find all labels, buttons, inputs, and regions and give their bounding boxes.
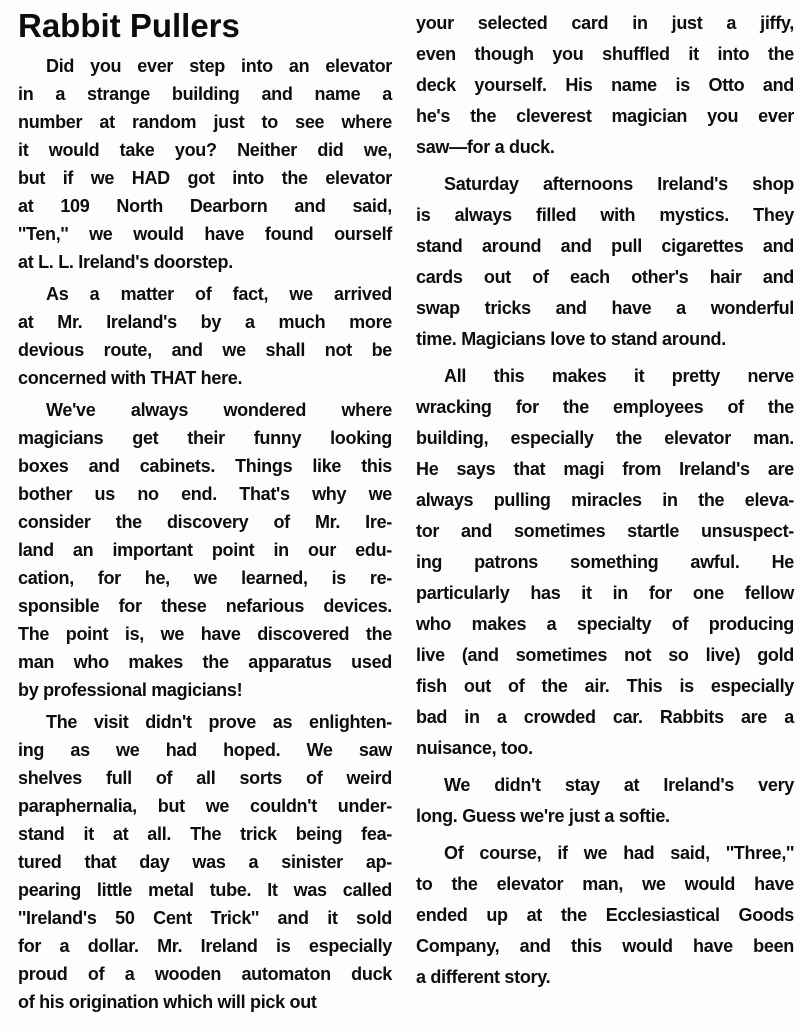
paragraph bbox=[18, 708, 392, 1016]
text-line: bother us no end. That's why we bbox=[18, 484, 392, 504]
text-line: number at random just to see where bbox=[18, 112, 392, 132]
text-line: always pulling miracles in the eleva- bbox=[416, 490, 794, 510]
text-line: man who makes the apparatus used bbox=[18, 652, 392, 672]
text-line: sponsible for these nefarious devices. bbox=[18, 596, 392, 616]
left-column-text bbox=[18, 52, 392, 1016]
text-line: land an important point in our edu- bbox=[18, 540, 392, 560]
text-line: ing as we had hoped. We saw bbox=[18, 740, 392, 760]
text-line: is always filled with mystics. They bbox=[416, 205, 794, 225]
text-line: stand around and pull cigarettes and bbox=[416, 236, 794, 256]
text-line: deck yourself. His name is Otto and bbox=[416, 75, 794, 95]
text-line: long. Guess we're just a softie. bbox=[416, 806, 670, 826]
paragraph bbox=[18, 396, 392, 704]
paragraph bbox=[416, 8, 794, 163]
text-line: of his origination which will pick out bbox=[18, 992, 317, 1012]
text-line: proud of a wooden automaton duck bbox=[18, 964, 392, 984]
right-column bbox=[416, 6, 794, 1020]
text-line: who makes a specialty of producing bbox=[416, 614, 794, 634]
text-line: he's the cleverest magician you ever bbox=[416, 106, 794, 126]
text-line: ended up at the Ecclesiastical Goods bbox=[416, 905, 794, 925]
text-line: wracking for the employees of the bbox=[416, 397, 794, 417]
text-line: nuisance, too. bbox=[416, 738, 533, 758]
text-line: shelves full of all sorts of weird bbox=[18, 768, 392, 788]
text-line: paraphernalia, but we couldn't under- bbox=[18, 796, 392, 816]
text-line: Company, and this would have been bbox=[416, 936, 794, 956]
paragraph bbox=[18, 52, 392, 276]
text-line: ''Ten,'' we would have found ourself bbox=[18, 224, 392, 244]
paragraph bbox=[416, 838, 794, 993]
text-line: consider the discovery of Mr. Ire- bbox=[18, 512, 392, 532]
text-line: We didn't stay at Ireland's very bbox=[444, 775, 794, 795]
text-line: Saturday afternoons Ireland's shop bbox=[444, 174, 794, 194]
left-column bbox=[18, 6, 392, 1020]
text-line: even though you shuffled it into the bbox=[416, 44, 794, 64]
text-line: at Mr. Ireland's by a much more bbox=[18, 312, 392, 332]
article-title: Rabbit Pullers bbox=[18, 7, 240, 44]
text-line: cation, for he, we learned, is re- bbox=[18, 568, 392, 588]
text-line: stand it at all. The trick being fea- bbox=[18, 824, 392, 844]
text-line: tor and sometimes startle unsuspect- bbox=[416, 521, 794, 541]
text-line: devious route, and we shall not be bbox=[18, 340, 392, 360]
two-column-layout bbox=[18, 6, 792, 1020]
text-line: saw—for a duck. bbox=[416, 137, 555, 157]
text-line: at L. L. Ireland's doorstep. bbox=[18, 252, 233, 272]
text-line: time. Magicians love to stand around. bbox=[416, 329, 726, 349]
right-column-text bbox=[416, 8, 794, 993]
text-line: Of course, if we had said, ''Three,'' bbox=[444, 843, 794, 863]
text-line: boxes and cabinets. Things like this bbox=[18, 456, 392, 476]
text-line: it would take you? Neither did we, bbox=[18, 140, 392, 160]
paragraph bbox=[416, 770, 794, 832]
text-line: He says that magi from Ireland's are bbox=[416, 459, 794, 479]
text-line: Did you ever step into an elevator bbox=[46, 56, 392, 76]
text-line: tured that day was a sinister ap- bbox=[18, 852, 392, 872]
text-line: for a dollar. Mr. Ireland is especially bbox=[18, 936, 392, 956]
text-line: We've always wondered where bbox=[46, 400, 392, 420]
text-line: bad in a crowded car. Rabbits are a bbox=[416, 707, 794, 727]
paragraph bbox=[416, 169, 794, 355]
text-line: magicians get their funny looking bbox=[18, 428, 392, 448]
text-line: The point is, we have discovered the bbox=[18, 624, 392, 644]
text-line: in a strange building and name a bbox=[18, 84, 392, 104]
text-line: building, especially the elevator man. bbox=[416, 428, 794, 448]
text-line: by professional magicians! bbox=[18, 680, 243, 700]
paragraph bbox=[18, 280, 392, 392]
text-line: pearing little metal tube. It was called bbox=[18, 880, 392, 900]
text-line: but if we HAD got into the elevator bbox=[18, 168, 392, 188]
text-line: swap tricks and have a wonderful bbox=[416, 298, 794, 318]
text-line: your selected card in just a jiffy, bbox=[416, 13, 794, 33]
text-line: a different story. bbox=[416, 967, 551, 987]
paragraph bbox=[416, 361, 794, 764]
text-line: cards out of each other's hair and bbox=[416, 267, 794, 287]
text-line: concerned with THAT here. bbox=[18, 368, 243, 388]
text-line: fish out of the air. This is especially bbox=[416, 676, 794, 696]
text-line: As a matter of fact, we arrived bbox=[46, 284, 392, 304]
text-line: ''Ireland's 50 Cent Trick'' and it sold bbox=[18, 908, 392, 928]
text-line: particularly has it in for one fellow bbox=[416, 583, 794, 603]
text-line: The visit didn't prove as enlighten- bbox=[46, 712, 392, 732]
text-line: All this makes it pretty nerve bbox=[444, 366, 794, 386]
text-line: live (and sometimes not so live) gold bbox=[416, 645, 794, 665]
text-line: to the elevator man, we would have bbox=[416, 874, 794, 894]
text-line: ing patrons something awful. He bbox=[416, 552, 794, 572]
text-line: at 109 North Dearborn and said, bbox=[18, 196, 392, 216]
